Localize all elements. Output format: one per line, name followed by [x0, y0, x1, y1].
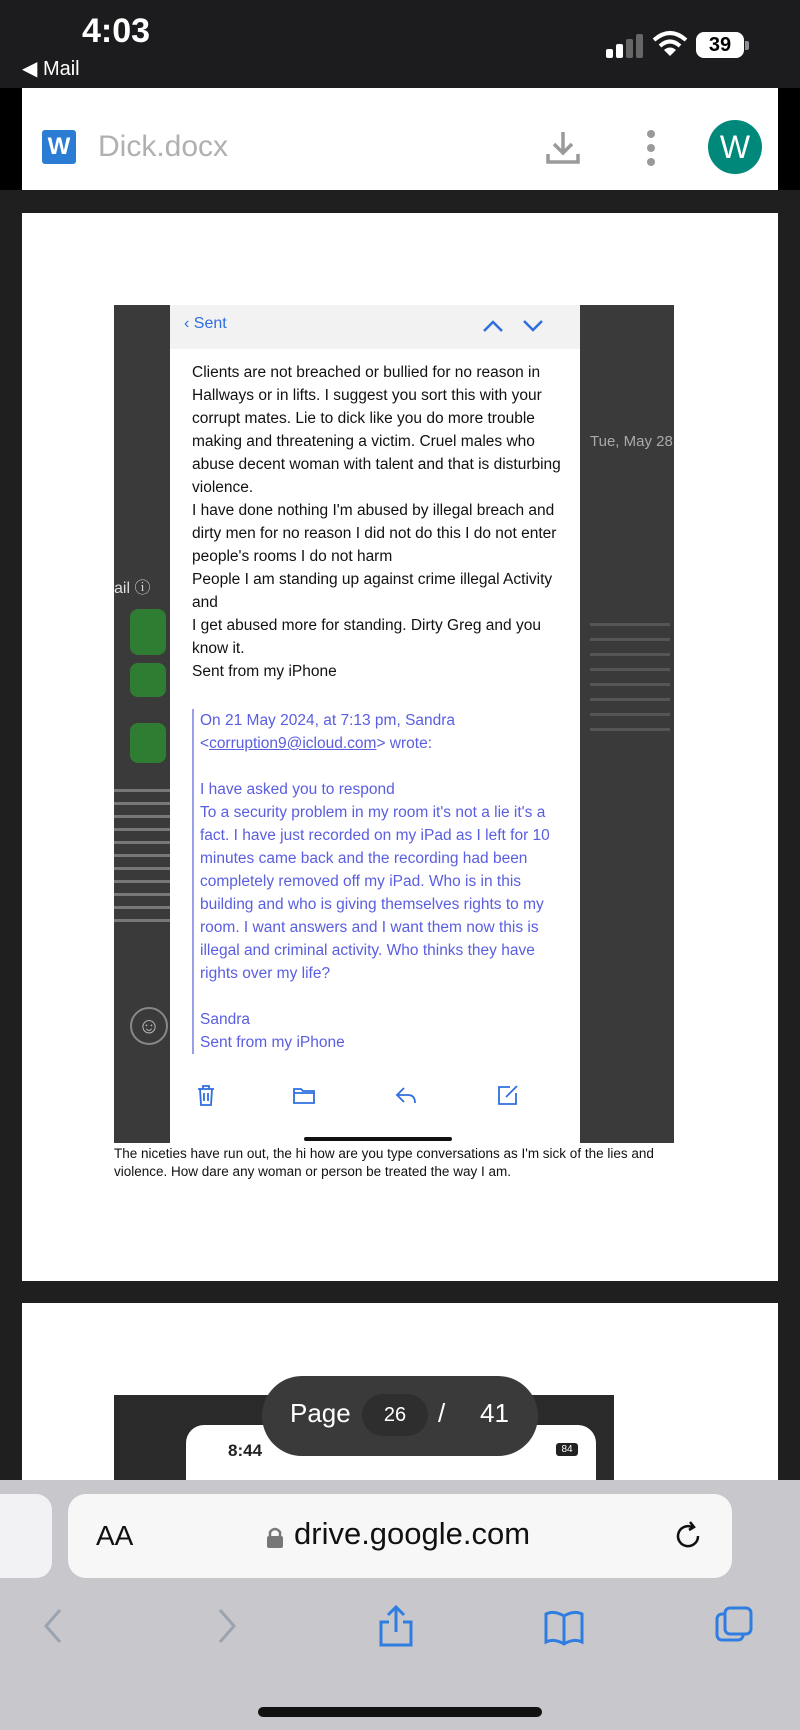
download-icon[interactable]: [544, 128, 582, 166]
bookmarks-icon[interactable]: [544, 1604, 584, 1648]
status-time: 4:03: [82, 12, 151, 50]
page-caption: The niceties have run out, the hi how are you type conversations as I'm sick of the lies and violence. How dare any woman or person be treated the way I am.: [114, 1146, 654, 1179]
total-pages: 41: [480, 1398, 509, 1428]
back-icon[interactable]: [34, 1604, 74, 1648]
reload-icon[interactable]: [672, 1520, 704, 1552]
quote-body: I have asked you to respond To a security problem in my room it's not a lie it's a fact. I have just recorded on my iPad as I left for 10 minutes came back and the recording had been completely removed off my iPad. Who is in this building and who is giving themselves rights to my room. I want answers and I want them now this is illegal and criminal activity. Who thinks they have rights over my life? Sandra Sent from my iPhone: [200, 781, 550, 1051]
quote-header: On 21 May 2024, at 7:13 pm, Sandra: [200, 712, 456, 729]
trash-icon: [194, 1083, 218, 1107]
signal-icon: [606, 34, 646, 58]
embedded-time: 8:44: [228, 1441, 263, 1460]
sent-back-link: ‹ Sent: [184, 315, 227, 332]
mail-body: Clients are not breached or bullied for no reason in Hallways or in lifts. I suggest you sort this with your corrupt mates. Lie to dick like you do more trouble making and threatening a victim. Cruel males who abuse decent woman with talent and that is disturbing violence. I have done nothing I'm abused by illegal breach and dirty men for no reason I did not do this I do not enter people's rooms I do not harm People I am standing up against crime illegal Activity and I get abused more for standing. Dirty Greg and you know it. Sent from my iPhone: [192, 364, 561, 680]
background-date: Tue, May 28: [590, 433, 673, 450]
embedded-battery: 84: [556, 1443, 578, 1456]
browser-toolbar: [0, 1480, 800, 1730]
document-page: [22, 213, 778, 1281]
document-viewer[interactable]: [0, 190, 800, 1480]
lock-icon: [266, 1526, 284, 1548]
forward-icon[interactable]: [206, 1604, 246, 1648]
background-label: ail ⓘ: [114, 580, 151, 597]
word-file-icon: W: [42, 130, 76, 164]
previous-tab-peek[interactable]: [0, 1494, 52, 1578]
background-messages: [114, 305, 170, 1143]
document-header: [22, 88, 778, 190]
mail-toolbar: [170, 1077, 580, 1117]
quote-wrote: wrote:: [389, 735, 433, 752]
reader-settings-button[interactable]: AA: [96, 1520, 134, 1551]
wifi-icon: [652, 30, 688, 58]
emoji-icon: ☺: [130, 1007, 168, 1045]
home-indicator: [304, 1137, 452, 1141]
background-text: [590, 623, 670, 743]
back-to-mail-link[interactable]: ◀ Mail: [22, 58, 80, 80]
quoted-message: On 21 May 2024, at 7:13 pm, Sandra <corruption9@icloud.com> wrote: I have asked you to respond To a security problem in my room it's not a lie it's a fact. I have just recorded on my iPad as I left for 10 minutes came back and the recording had been completely removed off my iPad. Who is in this building and who is giving themselves rights to my room. I want answers and I want them now this is illegal and criminal activity. Who thinks they have rights over my life? Sandra Sent from my iPhone: [192, 709, 562, 1054]
account-avatar[interactable]: W: [708, 120, 762, 174]
share-icon[interactable]: [376, 1604, 416, 1648]
tabs-icon[interactable]: [714, 1604, 754, 1648]
home-indicator: [258, 1707, 542, 1717]
message-bubble: [130, 609, 166, 655]
chevron-down-icon: [522, 319, 544, 333]
chevron-up-icon: [482, 319, 504, 333]
mail-nav-bar: [170, 305, 580, 349]
current-page-number[interactable]: 26: [362, 1394, 428, 1436]
mail-view: [170, 305, 580, 1143]
status-bar: [0, 0, 800, 88]
battery-icon: 39: [696, 32, 744, 58]
folder-icon: [292, 1083, 316, 1107]
message-bubble: [130, 663, 166, 697]
page-indicator: [262, 1376, 538, 1456]
compose-icon: [496, 1083, 520, 1107]
url-text[interactable]: drive.google.com: [294, 1516, 531, 1551]
address-bar[interactable]: [68, 1494, 732, 1578]
embedded-screenshot: [114, 305, 674, 1143]
document-title: Dick.docx: [98, 130, 229, 163]
page-label: Page: [290, 1398, 351, 1428]
message-bubble: [130, 723, 166, 763]
page-separator: /: [438, 1398, 446, 1428]
background-text: [114, 789, 170, 932]
sent-label: Sent: [193, 315, 227, 332]
more-options-icon[interactable]: [644, 130, 658, 166]
quote-email: corruption9@icloud.com: [209, 735, 377, 752]
reply-icon: [394, 1083, 418, 1107]
